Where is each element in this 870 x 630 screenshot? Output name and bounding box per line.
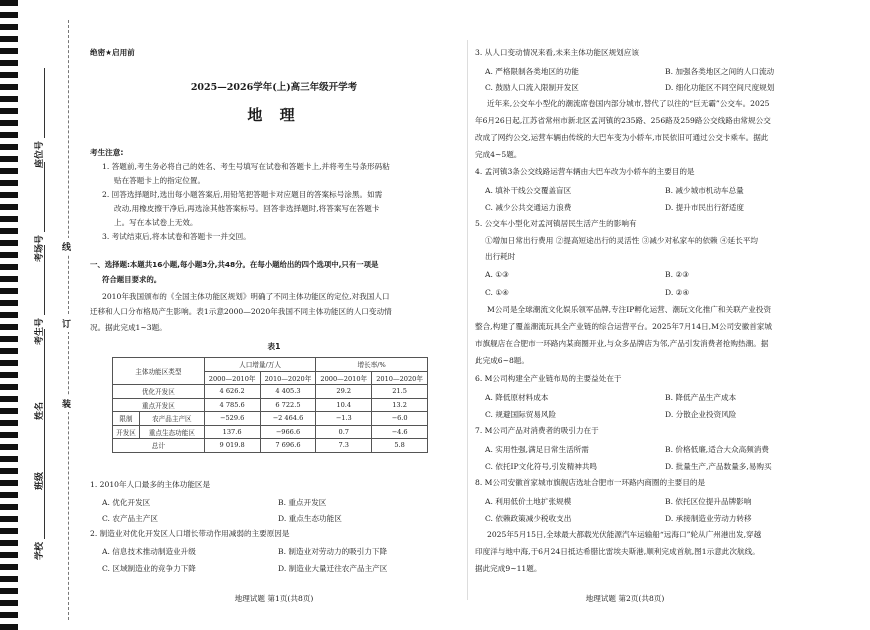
- table-caption: 表1: [267, 342, 281, 351]
- option-b[interactable]: B. 制造业对劳动力的吸引力下降: [278, 547, 388, 556]
- passage-line: 据此完成9~11题。: [475, 564, 542, 573]
- option-a[interactable]: A. 信息技术推动制造业升级: [102, 547, 196, 556]
- question-items: ①增加日常出行费用 ②提高短途出行的灵活性 ③减少对私家车的依赖 ④延长平均: [485, 236, 759, 245]
- table-row: 开发区 重点生态功能区 137.6 −966.6 0.7 −4.6: [113, 425, 428, 439]
- notice-title: 考生注意:: [90, 148, 124, 157]
- table-row: 限制 农产品主产区 −529.6 −2 464.6 −1.3 −6.0: [113, 412, 428, 426]
- option-c[interactable]: C. ①④: [485, 288, 509, 297]
- question-stem: 3. 从人口变动情况来看,未来主体功能区规划应该: [475, 48, 639, 57]
- option-c[interactable]: C. 减少公共交通运力浪费: [485, 203, 572, 212]
- page-footer: 地理试题 第2页(共8页): [585, 594, 665, 603]
- table-group-label: 限制: [113, 412, 140, 426]
- binding-margin: [18, 0, 88, 630]
- option-b[interactable]: B. 依托区位提升品牌影响: [665, 497, 752, 506]
- column-divider: [467, 40, 468, 600]
- notice-line: 2. 回答选择题时,选出每小题答案后,用铅笔把答题卡对应题目的答案标号涂黑。如需: [102, 190, 383, 199]
- table-header-rate: 增长率/%: [316, 358, 428, 372]
- table-header-pop: 人口增量/万人: [204, 358, 316, 372]
- cut-mark-bind: 订: [62, 315, 71, 332]
- passage-line: 况。据此完成1~3题。: [90, 323, 167, 332]
- option-c[interactable]: C. 依托IP文化符号,引发精神共鸣: [485, 462, 598, 471]
- question-stem: 7. M公司产品对消费者的吸引力在于: [475, 426, 599, 435]
- option-c[interactable]: C. 规避国际贸易风险: [485, 410, 557, 419]
- option-d[interactable]: D. 细化功能区不同空间尺度规划: [665, 83, 775, 92]
- question-stem: 6. M公司构建全产业链布局的主要益处在于: [475, 374, 622, 383]
- secret-mark: 绝密★启用前: [90, 48, 135, 57]
- passage-line: 整合,构建了覆盖潮流玩具全产业链的综合运营平台。2025年7月14日,M公司安徽首家城: [475, 322, 773, 331]
- table-row: 总计 9 019.8 7 696.6 7.3 5.8: [113, 439, 428, 453]
- field-examinee-no: 考生号: [32, 245, 45, 345]
- notice-line: 3. 考试结束后,将本试卷和答题卡一并交回。: [102, 232, 251, 241]
- option-b[interactable]: B. 价格低廉,适合大众高频消费: [665, 445, 769, 454]
- option-a[interactable]: A. 严格限制各类地区的功能: [485, 67, 579, 76]
- option-d[interactable]: D. 重点生态功能区: [278, 514, 342, 523]
- table-header-type: 主体功能区类型: [113, 358, 205, 385]
- right-column: [475, 0, 860, 630]
- option-c[interactable]: C. 农产品主产区: [102, 514, 158, 523]
- page-footer: 地理试题 第1页(共8页): [234, 594, 314, 603]
- passage-line: 年6月26日起,江苏省常州市新北区孟河镇的235路、256路及259路公交线路由常规公交: [475, 116, 771, 125]
- passage-line: 市旗舰店在合肥市一环路内某商圈开业,与众多品牌店为邻,产品引发消费者抢购热潮。据: [475, 339, 769, 348]
- option-b[interactable]: B. ②③: [665, 270, 690, 279]
- passage-line: M公司是全球潮流文化娱乐领军品牌,专注IP孵化运营、潮玩文化推广和关联产业投资: [487, 305, 772, 314]
- field-class: 班级: [32, 399, 45, 490]
- passage-line: 迁移和人口分布格局产生影响。表1示意2000—2020年我国不同主体功能区的人口变动情: [90, 307, 392, 316]
- notice-line: 1. 答题前,考生务必将自己的姓名、考生号填写在试卷和答题卡上,并将考生号条形码粘: [102, 162, 390, 171]
- question-items-cont: 出行耗时: [485, 252, 516, 261]
- cut-mark-line: 线: [62, 238, 71, 255]
- binding-stripes: [0, 0, 18, 630]
- question-stem: 1. 2010年人口最多的主体功能区是: [90, 480, 211, 489]
- notice-line: 上。写在本试卷上无效。: [114, 218, 198, 227]
- option-a[interactable]: A. 填补干线公交覆盖盲区: [485, 186, 572, 195]
- table-period: 2000—2010年: [204, 371, 260, 385]
- option-c[interactable]: C. 鼓励人口流入限制开发区: [485, 83, 579, 92]
- option-d[interactable]: D. 承接制造业劳动力转移: [665, 514, 752, 523]
- table-row: 重点开发区 4 785.6 6 722.5 10.4 13.2: [113, 398, 428, 412]
- question-stem: 8. M公司安徽首家城市旗舰店选址合肥市一环路内商圈的主要目的是: [475, 478, 706, 487]
- option-d[interactable]: D. 分散企业投资风险: [665, 410, 737, 419]
- exam-title: 2025—2026学年(上)高三年级开学考: [190, 82, 358, 93]
- question-stem: 2. 制造业对优化开发区人口增长带动作用减弱的主要原因是: [90, 529, 290, 538]
- passage-line: 印度洋与地中海,于6月24日抵达希腊比雷埃夫斯港,顺利完成首航,图1示意此次航线。: [475, 547, 760, 556]
- population-table: [112, 357, 428, 453]
- cut-mark-staple: 装: [62, 395, 71, 412]
- option-a[interactable]: A. 降低原材料成本: [485, 393, 549, 402]
- subject-title: 地 理: [247, 106, 301, 124]
- passage-line: 改成了网约公交,运营车辆由传统的大巴车变为小轿车,市民依旧可通过公交卡乘车。据此: [475, 133, 769, 142]
- option-a[interactable]: A. 利用低价土地扩张规模: [485, 497, 572, 506]
- option-c[interactable]: C. 区域制造业的竞争力下降: [102, 564, 196, 573]
- section-heading: 一、选择题:本题共16小题,每小题3分,共48分。在每小题给出的四个选项中,只有一项是: [90, 260, 379, 269]
- option-a[interactable]: A. ①③: [485, 270, 509, 279]
- option-c[interactable]: C. 依赖政策减少税收支出: [485, 514, 572, 523]
- notice-line: 贴在答题卡上的指定位置。: [114, 176, 206, 185]
- option-d[interactable]: D. 提升市民出行舒适度: [665, 203, 744, 212]
- table-period: 2010—2020年: [372, 371, 428, 385]
- field-name: 姓名: [32, 329, 45, 420]
- option-a[interactable]: A. 优化开发区: [102, 498, 151, 507]
- question-stem: 5. 公交车小型化对孟河镇居民生活产生的影响有: [475, 219, 637, 228]
- option-d[interactable]: D. ②④: [665, 288, 690, 297]
- option-b[interactable]: B. 降低产品生产成本: [665, 393, 737, 402]
- field-room: 考场号: [32, 162, 45, 262]
- table-period: 2000—2010年: [316, 371, 372, 385]
- table-period: 2010—2020年: [260, 371, 316, 385]
- passage-line: 2025年5月15日,全球最大都载光伏能源汽车运输船“远海口”轮从广州港出发,穿越: [487, 530, 762, 539]
- option-b[interactable]: B. 加强各类地区之间的人口流动: [665, 67, 775, 76]
- table-group-label: 开发区: [113, 425, 140, 439]
- passage-line: 2010年我国颁布的《全国主体功能区规划》明确了不同主体功能区的定位,对我国人口: [102, 292, 390, 301]
- question-stem: 4. 孟河镇3条公交线路运营车辆由大巴车改为小轿车的主要目的是: [475, 167, 695, 176]
- passage-line: 完成4~5题。: [475, 150, 522, 159]
- field-school: 学校: [32, 469, 45, 560]
- option-d[interactable]: D. 批量生产,产品数量多,易购买: [665, 462, 772, 471]
- field-seat: 座位号: [32, 68, 45, 168]
- option-b[interactable]: B. 重点开发区: [278, 498, 327, 507]
- passage-line: 此完成6~8题。: [475, 356, 529, 365]
- table-row: 优化开发区 4 626.2 4 405.3 29.2 21.5: [113, 385, 428, 399]
- option-b[interactable]: B. 减少城市机动车总量: [665, 186, 744, 195]
- option-a[interactable]: A. 实用性强,满足日常生活所需: [485, 445, 589, 454]
- passage-line: 近年来,公交车小型化的潮流席卷国内部分城市,替代了以往的“巨无霸”公交车。2025: [487, 99, 770, 108]
- section-heading-cont: 符合题目要求的。: [102, 275, 162, 284]
- left-column: [88, 0, 460, 630]
- notice-line: 改动,用橡皮擦干净后,再选涂其他答案标号。回答非选择题时,将答案写在答题卡: [114, 204, 380, 213]
- option-d[interactable]: D. 制造业大量迁往农产品主产区: [278, 564, 388, 573]
